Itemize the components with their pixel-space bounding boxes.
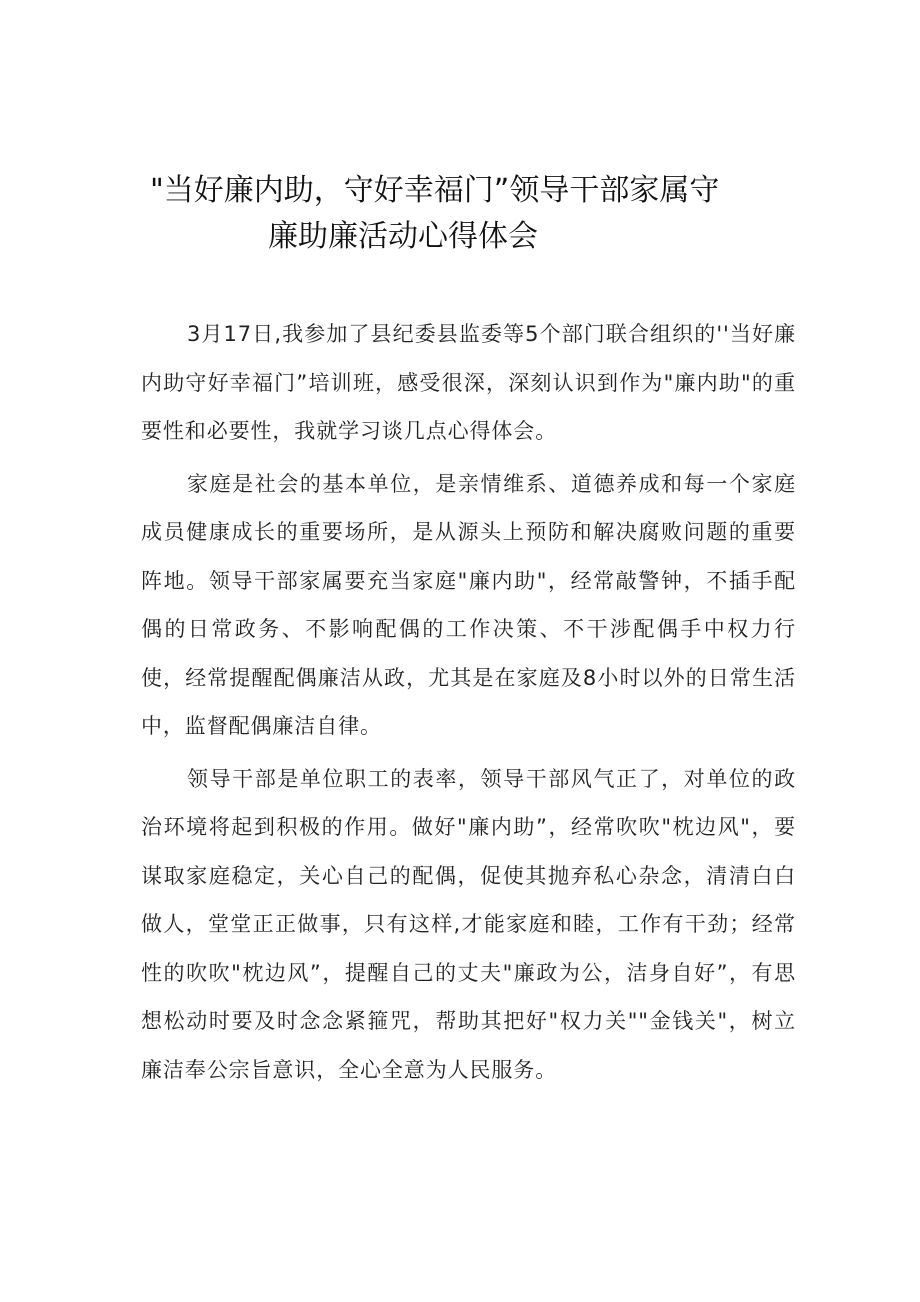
paragraph-3: 领导干部是单位职工的表率，领导干部风气正了，对单位的政治环境将起到积极的作用。做好"廉内助”，经常吹吹"枕边风"，要谋取家庭稳定，关心自己的配偶，促使其抛弃私心杂念，清清白白做人，堂堂正正做事，只有这样,才能家庭和睦，工作有干劲；经常性的吹吹"枕边风”，提醒自己的丈夫"廉政为公，洁身自好”，有思想松动时要及时念念紧箍咒，帮助其把好"权力关""金钱关"，树立廉洁奉公宗旨意识，全心全意为人民服务。	[141, 766, 796, 1082]
document-title	[150, 168, 810, 260]
paragraph-2: 家庭是社会的基本单位，是亲情维系、道德养成和每一个家庭成员健康成长的重要场所，是从源头上预防和解决腐败问题的重要阵地。领导干部家属要充当家庭"廉内助"，经常敲警钟，不插手配偶的日常政务、不影响配偶的工作决策、不干涉配偶手中权力行使，经常提醒配偶廉洁从政，尤其是在家庭及8小时以外的日常生活中，监督配偶廉洁自律。	[141, 471, 796, 738]
title-line-1: "当好廉内助，守好幸福门”领导干部家属守	[150, 173, 720, 208]
title-line-2: 廉助廉活动心得体会	[268, 219, 538, 254]
paragraph-1: 3月17日,我参加了县纪委县监委等5个部门联合组织的''当好廉内助守好幸福门”培训班，感受很深，深刻认识到作为"廉内助"的重要性和必要性，我就学习谈几点心得体会。	[141, 322, 796, 443]
document-body	[141, 310, 796, 1098]
